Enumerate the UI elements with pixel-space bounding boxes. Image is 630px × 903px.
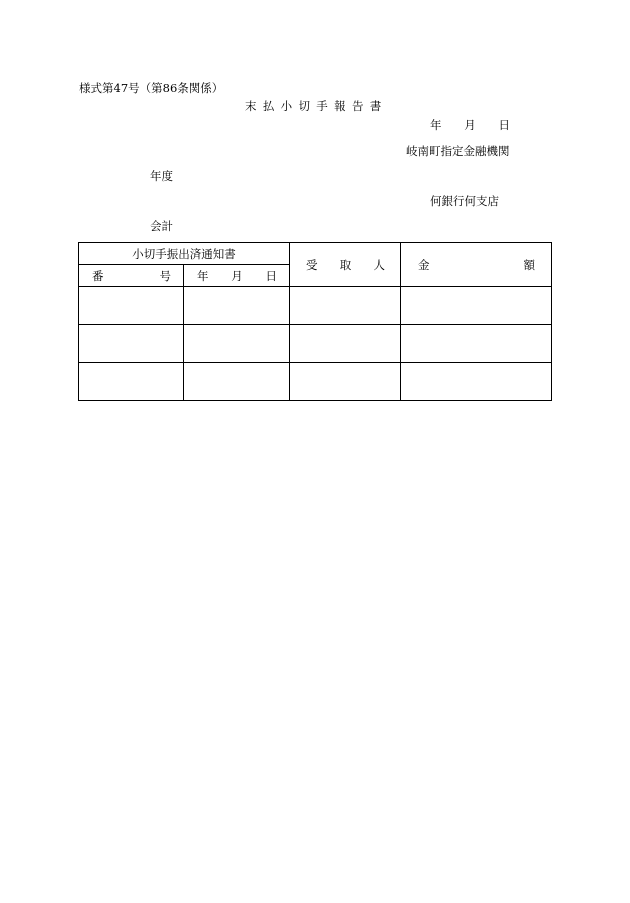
- date-year-label: 年: [430, 118, 442, 132]
- table-row: [79, 325, 552, 363]
- notice-group-header: 小切手振出済通知書: [79, 243, 290, 265]
- amount-header: [401, 243, 552, 287]
- amount-cell[interactable]: [401, 287, 552, 325]
- number-char-2: 号: [159, 268, 171, 283]
- recipient-cell[interactable]: [290, 287, 401, 325]
- date-line: [430, 120, 510, 132]
- number-char-1: 番: [92, 268, 104, 283]
- date-header-year: 年: [197, 268, 209, 283]
- date-header-month: 月: [231, 268, 243, 283]
- date-header-day: 日: [265, 268, 277, 283]
- account-label: 会計: [150, 219, 173, 233]
- amount-cell[interactable]: [401, 363, 552, 401]
- recipient-char-2: 取: [339, 257, 352, 272]
- recipient-char-3: 人: [373, 257, 385, 272]
- document-title: 末払小切手報告書: [245, 99, 388, 113]
- amount-cell[interactable]: [401, 325, 552, 363]
- number-cell[interactable]: [79, 325, 184, 363]
- recipient-header: [290, 243, 401, 287]
- amount-char-1: 金: [418, 257, 430, 272]
- table-row: [79, 363, 552, 401]
- date-cell[interactable]: [184, 287, 290, 325]
- date-month-label: 月: [464, 118, 476, 132]
- recipient-char-1: 受: [306, 257, 318, 272]
- date-cell[interactable]: [184, 363, 290, 401]
- number-header: [79, 265, 184, 287]
- date-day-label: 日: [498, 118, 510, 132]
- recipient-cell[interactable]: [290, 363, 401, 401]
- number-cell[interactable]: [79, 287, 184, 325]
- table-row: [79, 287, 552, 325]
- report-table: [78, 242, 552, 401]
- fiscal-year-label: 年度: [150, 169, 173, 183]
- form-number: 様式第47号（第86条関係）: [79, 81, 224, 95]
- recipient-cell[interactable]: [290, 325, 401, 363]
- date-cell[interactable]: [184, 325, 290, 363]
- institution-name: 岐南町指定金融機関: [406, 144, 510, 158]
- amount-char-2: 額: [523, 257, 535, 272]
- date-header: [184, 265, 290, 287]
- number-cell[interactable]: [79, 363, 184, 401]
- bank-branch: 何銀行何支店: [430, 194, 499, 208]
